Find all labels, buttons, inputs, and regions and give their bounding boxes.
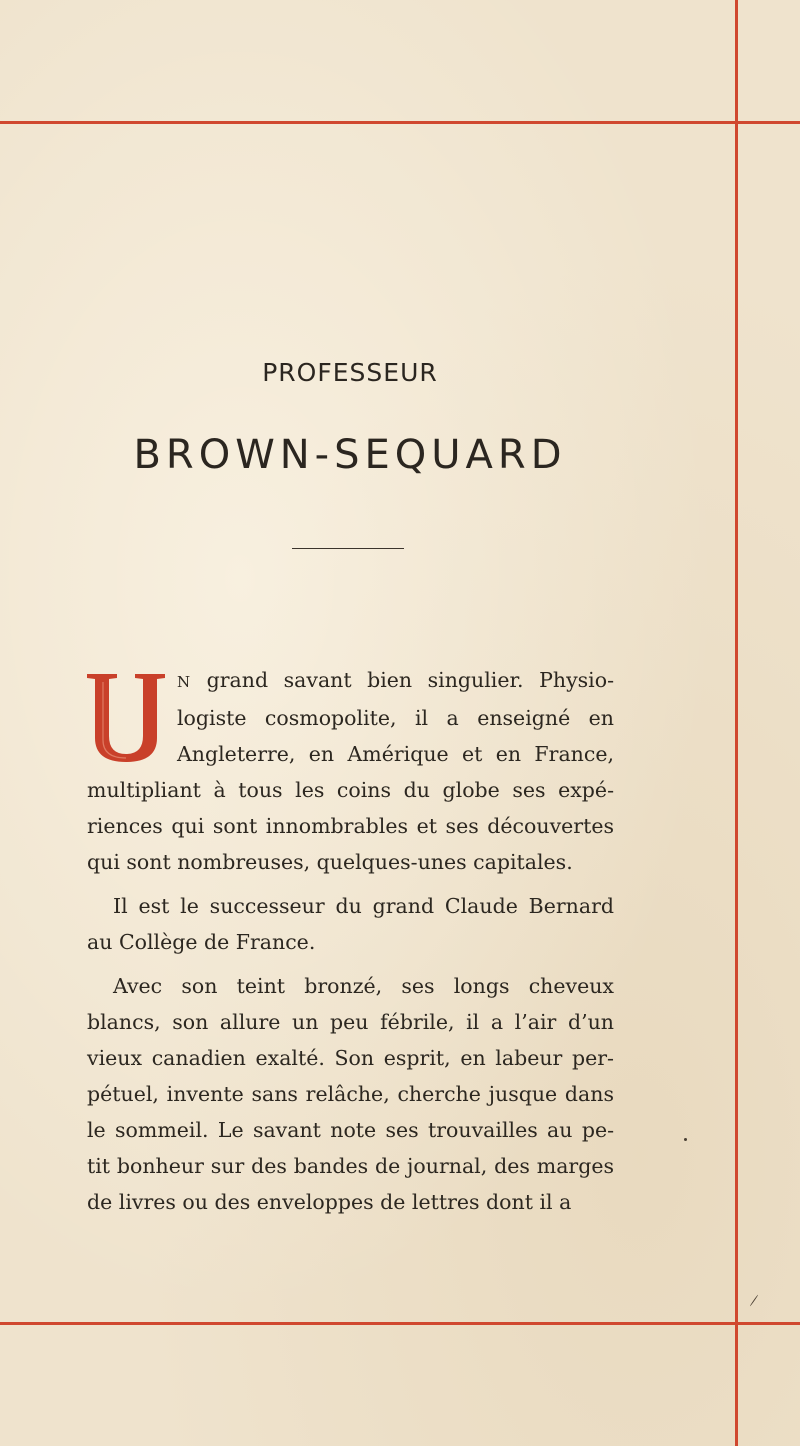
paragraph-3: Avec son teint bronzé, ses longs cheveux blancs, son allure un peu fébrile, il a l’air d’un vieux canadien exalté. Son esprit, en labeur per-pétuel, invente sans relâche, cherche jusque dans le sommeil. Le savant note ses trouvailles au pe-tit bonheur sur des bandes de journal, des marges de livres ou des enveloppes de lettres dont il a	[87, 974, 614, 1214]
right-red-rule	[735, 0, 738, 1446]
chapter-kicker: PROFESSEUR	[262, 358, 438, 387]
paper-speck	[684, 1138, 687, 1141]
dropcap-u	[83, 666, 169, 766]
article-body	[87, 662, 614, 1228]
paragraph-1-text: grand savant bien singulier. Physio-logiste cosmopolite, il a enseigné en Angleterre, en Amérique et en France, multipliant à tous les coins du globe ses expé-riences qui sont innombrables et ses découvertes qui sont nombreuses, quelques-unes capitales.	[87, 668, 614, 874]
title-divider	[292, 548, 404, 549]
paragraph-2: Il est le successeur du grand Claude Bernard au Collège de France.	[87, 894, 614, 954]
first-word-rest: N	[177, 673, 192, 691]
top-red-rule	[0, 121, 800, 124]
bottom-red-rule	[0, 1322, 800, 1325]
paper-mark	[750, 1294, 759, 1306]
chapter-title: BROWN-SEQUARD	[133, 432, 567, 478]
paragraph-1	[87, 662, 614, 880]
dropcap-letter: U	[126, 726, 127, 727]
